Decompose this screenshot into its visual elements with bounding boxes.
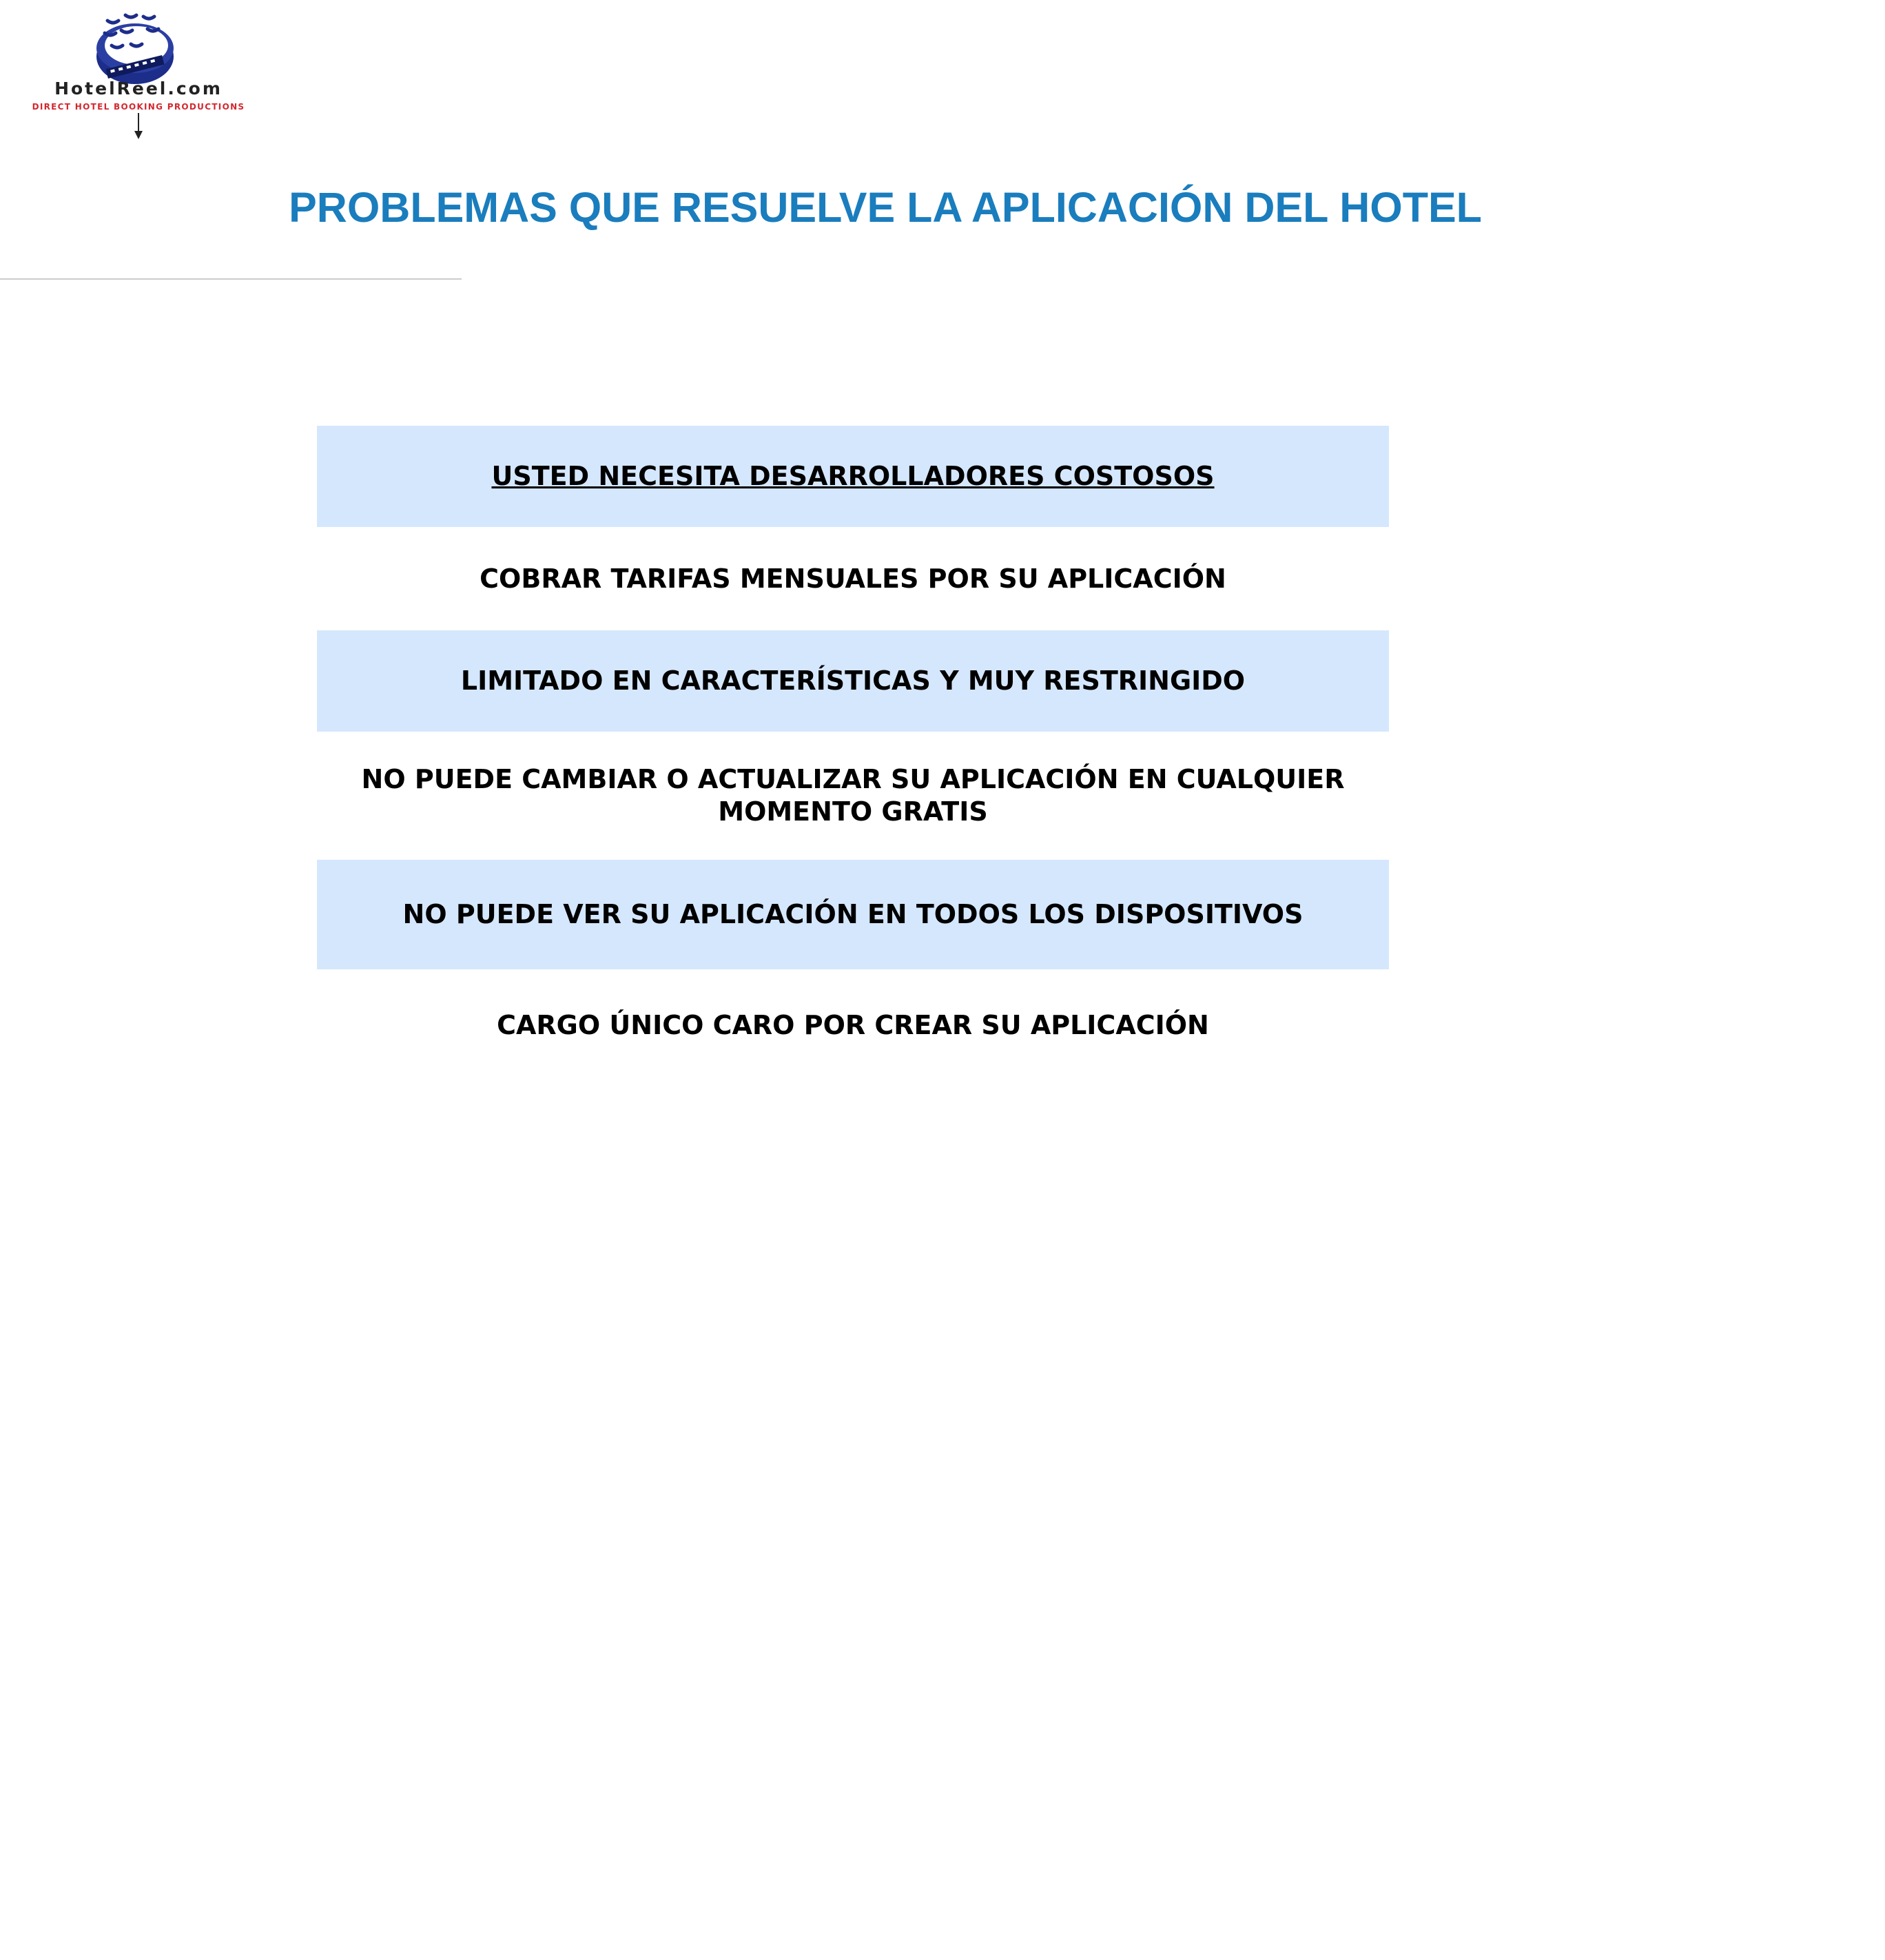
film-reel-icon — [25, 10, 252, 141]
hotelreel-logo[interactable] — [25, 10, 252, 141]
problems-list — [317, 426, 1389, 1081]
problem-item-label: COBRAR TARIFAS MENSUALES POR SU APLICACIÓN — [480, 563, 1226, 594]
problem-item-monthly-fees — [317, 527, 1389, 630]
problem-item-not-all-devices — [317, 860, 1389, 969]
problem-item-cannot-update — [317, 732, 1389, 860]
problem-item-limited-features — [317, 630, 1389, 732]
problem-item-label: CARGO ÚNICO CARO POR CREAR SU APLICACIÓN — [497, 1009, 1209, 1040]
problem-item-label[interactable]: USTED NECESITA DESARROLLADORES COSTOSOS — [491, 461, 1215, 491]
logo-tagline: DIRECT HOTEL BOOKING PRODUCTIONS — [32, 102, 245, 112]
problem-item-label: NO PUEDE CAMBIAR O ACTUALIZAR SU APLICACIÓN EN CUALQUIER MOMENTO GRATIS — [361, 764, 1345, 827]
problem-item-label: LIMITADO EN CARACTERÍSTICAS Y MUY RESTRINGIDO — [460, 666, 1246, 696]
problem-item-one-time-charge — [317, 969, 1389, 1081]
page-title: PROBLEMAS QUE RESUELVE LA APLICACIÓN DEL HOTEL — [289, 184, 1482, 231]
problem-item-expensive-developers[interactable] — [317, 426, 1389, 527]
problem-item-label: NO PUEDE VER SU APLICACIÓN EN TODOS LOS DISPOSITIVOS — [402, 899, 1304, 929]
logo-title: HotelReel.com — [54, 79, 223, 99]
title-divider — [0, 278, 462, 280]
